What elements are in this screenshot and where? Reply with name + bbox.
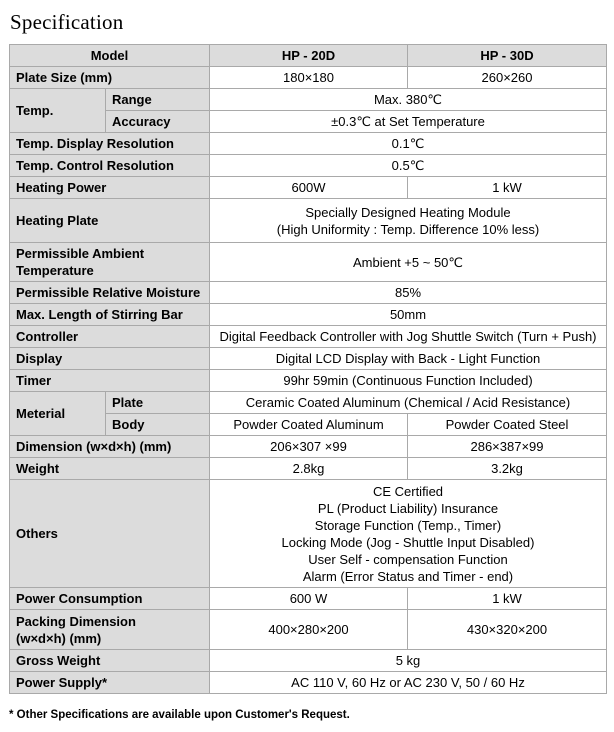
value-shared: 0.1℃ xyxy=(210,133,607,155)
label-line: Permissible Ambient xyxy=(16,246,145,261)
value-a: 400×280×200 xyxy=(210,610,408,650)
row-label: Plate Size (mm) xyxy=(10,67,210,89)
table-row-ambient-temp xyxy=(10,243,607,282)
table-row-display xyxy=(10,348,607,370)
table-row-controller xyxy=(10,326,607,348)
table-row-power-consumption xyxy=(10,588,607,610)
value-shared: Max. 380℃ xyxy=(210,89,607,111)
value-b: 1 kW xyxy=(408,177,607,199)
value-b: 1 kW xyxy=(408,588,607,610)
table-row-power-supply xyxy=(10,672,607,694)
label-line: (w×d×h) (mm) xyxy=(16,630,102,646)
list-item: Storage Function (Temp., Timer) xyxy=(314,517,502,533)
value-shared: Digital LCD Display with Back - Light Function xyxy=(210,348,607,370)
page-title: Specification xyxy=(10,10,124,34)
table-row-packing-dimension xyxy=(10,610,607,650)
value-a: Powder Coated Aluminum xyxy=(210,414,408,436)
value-shared: 85% xyxy=(210,282,607,304)
value-shared: AC 110 V, 60 Hz or AC 230 V, 50 / 60 Hz xyxy=(210,672,607,694)
row-label: Heating Plate xyxy=(10,199,210,243)
sub-label: Accuracy xyxy=(106,111,210,133)
value-shared: 99hr 59min (Continuous Function Included) xyxy=(210,370,607,392)
spec-table xyxy=(9,44,607,694)
table-row-dimension xyxy=(10,436,607,458)
value-b: 260×260 xyxy=(408,67,607,89)
value-b: 430×320×200 xyxy=(408,610,607,650)
row-label: Power Consumption xyxy=(10,588,210,610)
label-line: Packing Dimension xyxy=(16,613,136,629)
table-row-material-plate xyxy=(10,392,607,414)
header-model-b: HP - 30D xyxy=(408,45,607,67)
table-row-heating-plate xyxy=(10,199,607,243)
row-label: Display xyxy=(10,348,210,370)
sub-label: Plate xyxy=(106,392,210,414)
row-label: Max. Length of Stirring Bar xyxy=(10,304,210,326)
row-label: Others xyxy=(10,480,210,588)
header-model-label: Model xyxy=(10,45,210,67)
row-label: Temp. xyxy=(10,89,106,133)
row-label: Weight xyxy=(10,458,210,480)
list-item: CE Certified xyxy=(372,483,444,499)
list-item: User Self - compensation Function xyxy=(308,551,508,567)
row-label: Power Supply* xyxy=(10,672,210,694)
table-row-gross-weight xyxy=(10,650,607,672)
value-shared: Ambient +5 ~ 50℃ xyxy=(210,243,607,282)
value-shared: 0.5℃ xyxy=(210,155,607,177)
row-label: Heating Power xyxy=(10,177,210,199)
value-b: 286×387×99 xyxy=(408,436,607,458)
list-item: Alarm (Error Status and Timer - end) xyxy=(302,568,514,584)
value-shared: 5 kg xyxy=(210,650,607,672)
row-label: Temp. Control Resolution xyxy=(10,155,210,177)
table-row-weight xyxy=(10,458,607,480)
row-label: Dimension (w×d×h) (mm) xyxy=(10,436,210,458)
value-shared: Digital Feedback Controller with Jog Shuttle Switch (Turn + Push) xyxy=(210,326,607,348)
table-row-timer xyxy=(10,370,607,392)
value-b: Powder Coated Steel xyxy=(408,414,607,436)
value-line: (High Uniformity : Temp. Difference 10% less) xyxy=(276,221,540,237)
table-row-header xyxy=(10,45,607,67)
table-row-display-resolution xyxy=(10,133,607,155)
list-item: Locking Mode (Jog - Shuttle Input Disabled) xyxy=(281,534,535,550)
header-model-a: HP - 20D xyxy=(210,45,408,67)
value-a: 600W xyxy=(210,177,408,199)
footnote: * Other Specifications are available upon Customer's Request. xyxy=(9,709,350,721)
row-label: Controller xyxy=(10,326,210,348)
value-shared: Ceramic Coated Aluminum (Chemical / Acid Resistance) xyxy=(210,392,607,414)
table-row-plate-size xyxy=(10,67,607,89)
value-a: 2.8kg xyxy=(210,458,408,480)
sub-label: Body xyxy=(106,414,210,436)
table-row-stirring-bar xyxy=(10,304,607,326)
table-row-others xyxy=(10,480,607,588)
row-label xyxy=(10,243,210,282)
table-row-temp-range xyxy=(10,89,607,111)
table-row-control-resolution xyxy=(10,155,607,177)
label-line: Temperature xyxy=(16,263,94,278)
sub-label: Range xyxy=(106,89,210,111)
row-label: Gross Weight xyxy=(10,650,210,672)
row-label: Permissible Relative Moisture xyxy=(10,282,210,304)
row-label: Timer xyxy=(10,370,210,392)
value-line: Specially Designed Heating Module xyxy=(305,204,511,220)
value-a: 206×307 ×99 xyxy=(210,436,408,458)
table-row-moisture xyxy=(10,282,607,304)
table-row-heating-power xyxy=(10,177,607,199)
value-shared: 50mm xyxy=(210,304,607,326)
row-label: Meterial xyxy=(10,392,106,436)
row-label: Temp. Display Resolution xyxy=(10,133,210,155)
row-label xyxy=(10,610,210,650)
value-shared: ±0.3℃ at Set Temperature xyxy=(210,111,607,133)
value-a: 600 W xyxy=(210,588,408,610)
list-item: PL (Product Liability) Insurance xyxy=(317,500,499,516)
value-a: 180×180 xyxy=(210,67,408,89)
value-b: 3.2kg xyxy=(408,458,607,480)
value-shared xyxy=(210,199,607,243)
value-shared xyxy=(210,480,607,588)
